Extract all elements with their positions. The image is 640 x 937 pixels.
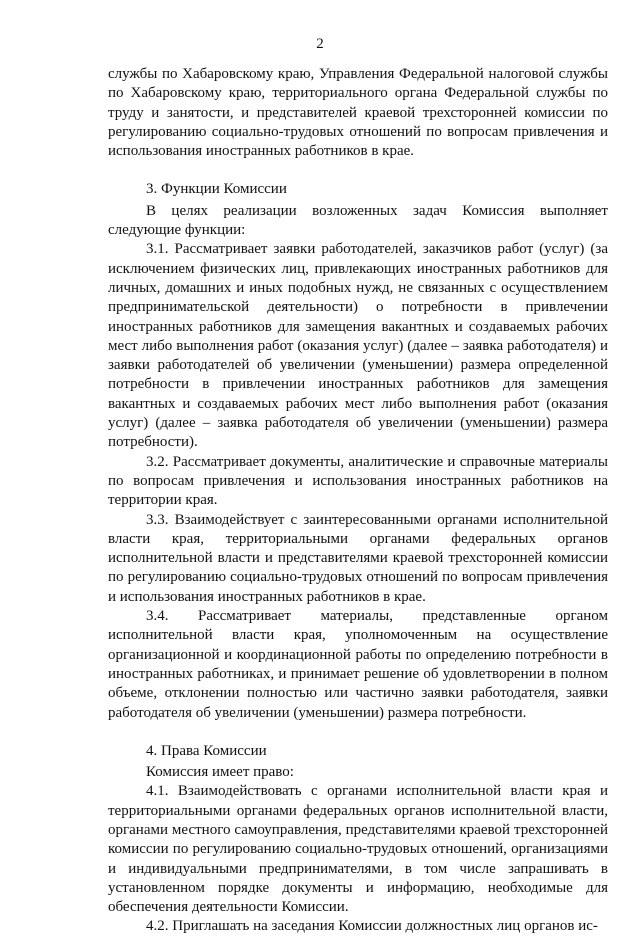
section-4-item-2: 4.2. Приглашать на заседания Комиссии должностных лиц органов ис-: [146, 918, 598, 935]
section-4-heading: 4. Права Комиссии: [146, 742, 267, 759]
section-3-intro: В целях реализации возложенных задач Комиссия выполняет следующие функции:: [108, 202, 608, 239]
paragraph-continuation: службы по Хабаровскому краю, Управления Федеральной налоговой службы по Хабаровскому краю, территориального органа Федеральной службы по труду и занятости, и представителей краевой трехсторонней комиссии по регулированию социально-трудовых отношений по вопросам привлечения и использования иностранных работников в крае.: [108, 66, 608, 160]
page-number: 2: [316, 36, 324, 52]
section-3-item-4: 3.4. Рассматривает материалы, представленные органом исполнительной власти края, уполномоченным на осуществление организационной и координационной работы по определению потребности в иностранных работниках, и принимает решение об удовлетворении в полном объеме, отклонении полностью или частично заявки работодателя, заявки работодателя об увеличении (уменьшении) размера потребности.: [108, 608, 608, 721]
section-4-intro: Комиссия имеет право:: [146, 764, 294, 781]
section-3-heading: 3. Функции Комиссии: [146, 181, 287, 198]
section-3-item-1: 3.1. Рассматривает заявки работодателей, заказчиков работ (услуг) (за исключением физических лиц, привлекающих иностранных работников для личных, домашних и иных подобных нужд, не связанных с осуществлением предпринимательской деятельности) о потребности в привлечении иностранных работников для замещения вакантных и создаваемых рабочих мест либо выполнения работ (оказания услуг) (далее – заявка работодателя) и заявки работодателей об увеличении (уменьшении) размера определенной потребности в привлечении иностранных работников для замещения вакантных и создаваемых рабочих мест либо выполнения работ (оказания услуг) (далее – заявка работодателя об увеличении (уменьшении) размера потребности).: [108, 241, 608, 451]
section-3-item-3: 3.3. Взаимодействует с заинтересованными органами исполнительной власти края, территориальными органами федеральных органов исполнительной власти и представителями краевой трехсторонней комиссии по регулированию социально-трудовых отношений по вопросам привлечения и использования иностранных работников в крае.: [108, 511, 608, 605]
document-body: [108, 65, 608, 937]
section-3-item-2: 3.2. Рассматривает документы, аналитические и справочные материалы по вопросам привлечения и использования иностранных работников на территории края.: [108, 453, 608, 509]
section-4-item-1: 4.1. Взаимодействовать с органами исполнительной власти края и территориальными органами федеральных органов исполнительной власти, органами местного самоуправления, представителями краевой трехсторонней комиссии по регулированию социально-трудовых отношений, организациями и индивидуальными предпринимателями, в том числе запрашивать в установленном порядке документы и информацию, необходимые для обеспечения деятельности Комиссии.: [108, 783, 608, 916]
